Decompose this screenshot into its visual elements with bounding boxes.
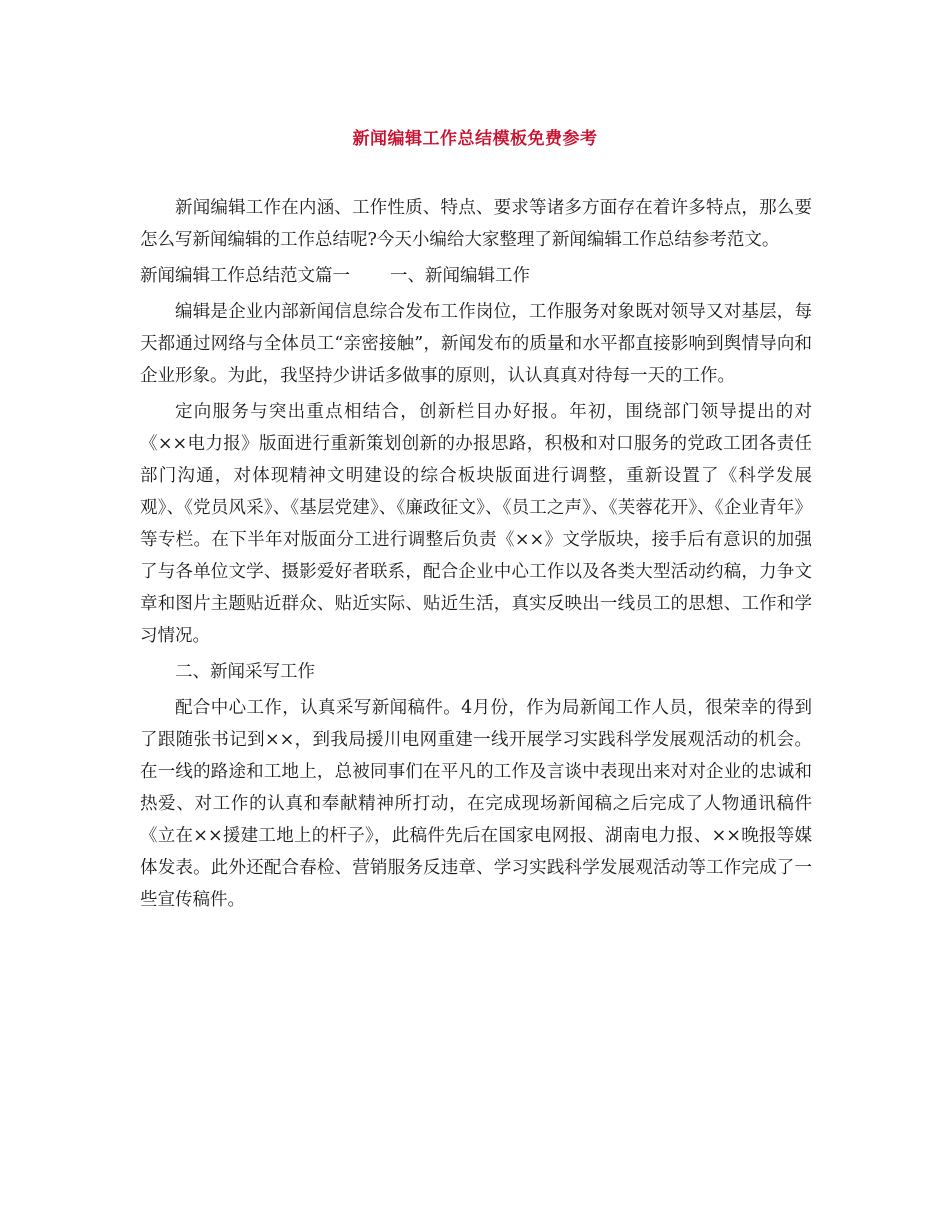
section1-paragraph-2: 定向服务与突出重点相结合，创新栏目办好报。年初，围绕部门领导提出的对《××电力报》版面进行重新策划创新的办报思路，积极和对口服务的党政工团各责任部门沟通，对体现精神文明建设的综合板块版面进行调整，重新设置了《科学发展观》、《党员风采》、《基层党建》、《廉政征文》、《员工之声》、《芙蓉花开》、《企业青年》等专栏。在下半年对版面分工进行调整后负责《××》文学版块，接手后有意识的加强了与各单位文学、摄影爱好者联系，配合企业中心工作以及各类大型活动约稿，力争文章和图片主题贴近群众、贴近实际、贴近生活，真实反映出一线员工的思想、工作和学习情况。 bbox=[140, 402, 812, 646]
section1-heading: 一、新闻编辑工作 bbox=[390, 266, 530, 286]
document-body bbox=[140, 192, 812, 920]
section1-paragraph-1: 编辑是企业内部新闻信息综合发布工作岗位，工作服务对象既对领导又对基层，每天都通过网络与全体员工“亲密接触”，新闻发布的质量和水平都直接影响到舆情导向和企业形象。为此，我坚持少讲话多做事的原则，认认真真对待每一天的工作。 bbox=[140, 302, 812, 386]
section2-paragraph-1: 配合中心工作，认真采写新闻稿件。4月份，作为局新闻工作人员，很荣幸的得到了跟随张书记到××，到我局援川电网重建一线开展学习实践科学发展观活动的机会。在一线的路途和工地上，总被同事们在平凡的工作及言谈中表现出来对对企业的忠诚和热爱、对工作的认真和奉献精神所打动，在完成现场新闻稿之后完成了人物通讯稿件《立在××援建工地上的杆子》，此稿件先后在国家电网报、湖南电力报、××晚报等媒体发表。此外还配合春检、营销服务反违章、学习实践科学发展观活动等工作完成了一些宣传稿件。 bbox=[140, 698, 812, 910]
section2-heading: 二、新闻采写工作 bbox=[175, 662, 315, 682]
article-heading: 新闻编辑工作总结范文篇一 bbox=[140, 266, 350, 286]
intro-paragraph: 新闻编辑工作在内涵、工作性质、特点、要求等诸多方面存在着许多特点，那么要怎么写新闻编辑的工作总结呢?今天小编给大家整理了新闻编辑工作总结参考范文。 bbox=[140, 198, 812, 250]
article-heading-line bbox=[140, 260, 812, 292]
document-title: 新闻编辑工作总结模板免费参考 bbox=[352, 129, 598, 149]
